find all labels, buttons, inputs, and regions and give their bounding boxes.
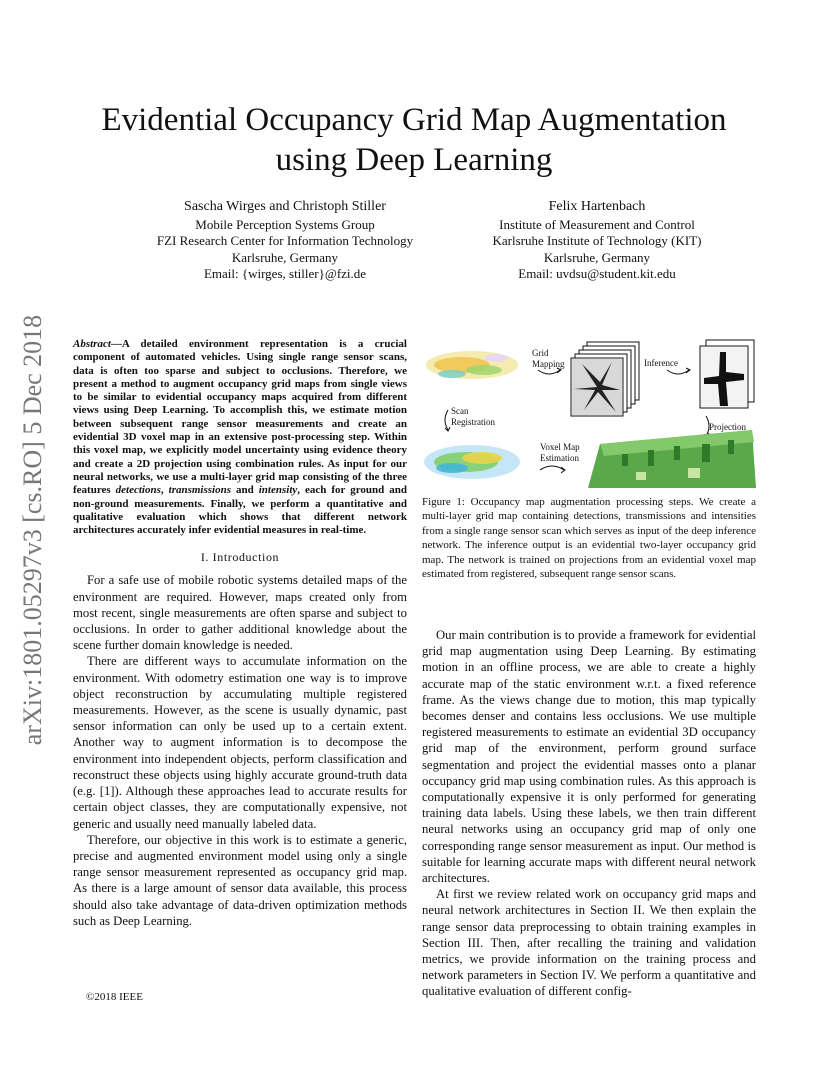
abstract bbox=[73, 338, 407, 537]
paper-title bbox=[60, 100, 768, 180]
voxel-map-estimation-label bbox=[540, 442, 580, 463]
scan-registration-label bbox=[451, 406, 495, 427]
scan-registration-line2: Registration bbox=[451, 416, 495, 427]
paragraph: At first we review related work on occupancy grid maps and neural network architectures in Section II. We then explain the range sensor data preprocessing to obtain training examples in Section III. Then, after recalling the training and validation metrics, we provide information on the training process and network parameters in Section IV. We perform a quantitative and qualitative evaluation of different config- bbox=[422, 887, 756, 999]
abstract-text-1: —A detailed environment representation is a crucial component of automated vehicles. Using single range sensor scans, data is often too sparse and subject to occlusions. Therefore, we present a method to augment occupancy grid maps from single views to be similar to evidential occupancy maps acquired from different views using Deep Learning. To accomplish this, we estimate motion between subsequent range sensor measurements and create an evidential 3D voxel map in an extensive post-processing step. Within this voxel map, we explicitly model uncertainty using evidence theory and create a 2D projection using combination rules. As input for our neural networks, we use a multi-layer grid map consisting of the three features bbox=[73, 338, 407, 497]
registered-point-cloud bbox=[424, 445, 520, 479]
copyright-footer: ©2018 IEEE bbox=[86, 991, 143, 1003]
author-location: Karlsruhe, Germany bbox=[231, 249, 339, 265]
abstract-text-2: , each for ground and non-ground measurements. Finally, we perform a quantitative and qualitative evaluation which shows that different network architectures accurately infer evidential measures in real-time. bbox=[73, 484, 407, 537]
paragraph: Therefore, our objective in this work is to estimate a generic, precise and augmented environment model using only a single range sensor measurement represented as occupancy grid map. As there is a large amount of sensor data available, this process should also take advantage of data-driven optimization methods such as Deep Learning. bbox=[73, 832, 407, 928]
author-email: Email: uvdsu@student.kit.edu bbox=[518, 266, 676, 281]
section-heading-introduction: I. Introduction bbox=[200, 550, 280, 565]
single-scan-point-cloud bbox=[426, 351, 518, 379]
arxiv-identifier-text: arXiv:1801.05297v3 [cs.RO] 5 Dec 2018 bbox=[18, 314, 47, 746]
author-block-1 bbox=[120, 198, 450, 283]
title-line-2: using Deep Learning bbox=[275, 142, 553, 178]
introduction-text bbox=[73, 572, 407, 928]
grid-mapping-label bbox=[532, 348, 565, 369]
right-column bbox=[422, 627, 756, 1000]
projection-label: Projection bbox=[709, 422, 746, 432]
arxiv-identifier bbox=[16, 290, 50, 770]
left-column bbox=[73, 338, 407, 929]
abstract-sep-2: and bbox=[231, 484, 259, 497]
paragraph: There are different ways to accumulate information on the environment. With odometry estimation one way is to improve object reconstruction by accumulating multiple registered measurements. However, as the scene is usually dynamic, past sensor information can only be used up to a certain extent. Another way to augment information is to decompose the environment into independent objects, perform classification and reconstruct these objects using highly accurate ground-truth data (e.g. [1]). Although these approaches lead to accurate results for certain object classes, they are computationally expensive, not generic and usually need manually labeled data. bbox=[73, 654, 407, 831]
abstract-sep-1: , bbox=[160, 484, 169, 497]
scan-registration-line1: Scan bbox=[451, 406, 469, 416]
multi-layer-grid-map-stack bbox=[571, 342, 639, 416]
author-block-2 bbox=[432, 198, 762, 283]
author-email: Email: {wirges, stiller}@fzi.de bbox=[203, 266, 367, 281]
author-affiliation: Institute of Measurement and Control bbox=[499, 216, 695, 232]
paragraph: Our main contribution is to provide a framework for evidential grid map augmentation using Deep Learning. By estimating motion in an offline process, we are able to create a highly accurate map of the static environment w.r.t. a fixed reference frame. As the views change due to motion, this map typically becomes denser and contains less occlusions. We use multiple registered measurements to estimate an evidential 3D occupancy grid map of the environment, perform ground surface segmentation and project the evidential masses onto a planar occupancy grid map using combination rules. As this approach is computationally expensive it is only performed for generating training data labels. Using these labels, we then train different neural networks using an occupancy grid map of only one corresponding range sensor measurement as input. Our method is suitable for learning accurate maps with different neural network architectures. bbox=[422, 628, 756, 886]
feature-intensity: intensity bbox=[258, 484, 298, 497]
figure-1-graphic bbox=[422, 332, 756, 488]
author-institution: FZI Research Center for Information Technology bbox=[156, 233, 414, 248]
inference-label: Inference bbox=[644, 358, 678, 368]
author-affiliation: Mobile Perception Systems Group bbox=[195, 216, 375, 232]
voxel-map-label-line2: Estimation bbox=[540, 452, 579, 463]
feature-detections: detections bbox=[115, 484, 161, 497]
title-line-1: Evidential Occupancy Grid Map Augmentation bbox=[101, 102, 727, 138]
abstract-lead: Abstract bbox=[73, 338, 111, 350]
author-names: Felix Hartenbach bbox=[548, 199, 646, 214]
paragraph: For a safe use of mobile robotic systems detailed maps of the environment are required. However, maps created only from most recent, single measurements are often sparse and subject to occlusions. In order to gather additional knowledge about the scene further domain knowledge is needed. bbox=[73, 573, 407, 653]
figure-1-caption: Figure 1: Occupancy map augmentation processing steps. We create a multi-layer grid map containing detections, transmissions and intensities from a single range sensor scan which serves as input of the deep inference network. The inference output is an evidential two-layer occupancy grid map. The network is trained on projections from an evidential voxel map estimated from registered, subsequent range sensor scans. bbox=[422, 496, 756, 581]
author-names: Sascha Wirges and Christoph Stiller bbox=[184, 199, 386, 214]
voxel-map-label-line1: Voxel Map bbox=[540, 442, 580, 452]
feature-transmissions: transmissions bbox=[168, 484, 232, 497]
author-institution: Karlsruhe Institute of Technology (KIT) bbox=[492, 233, 702, 248]
grid-mapping-label-line2: Mapping bbox=[532, 358, 565, 369]
evidential-output-map bbox=[700, 340, 754, 408]
evidential-voxel-map bbox=[588, 430, 756, 488]
grid-mapping-label-line1: Grid bbox=[532, 348, 549, 358]
author-location: Karlsruhe, Germany bbox=[543, 249, 651, 265]
